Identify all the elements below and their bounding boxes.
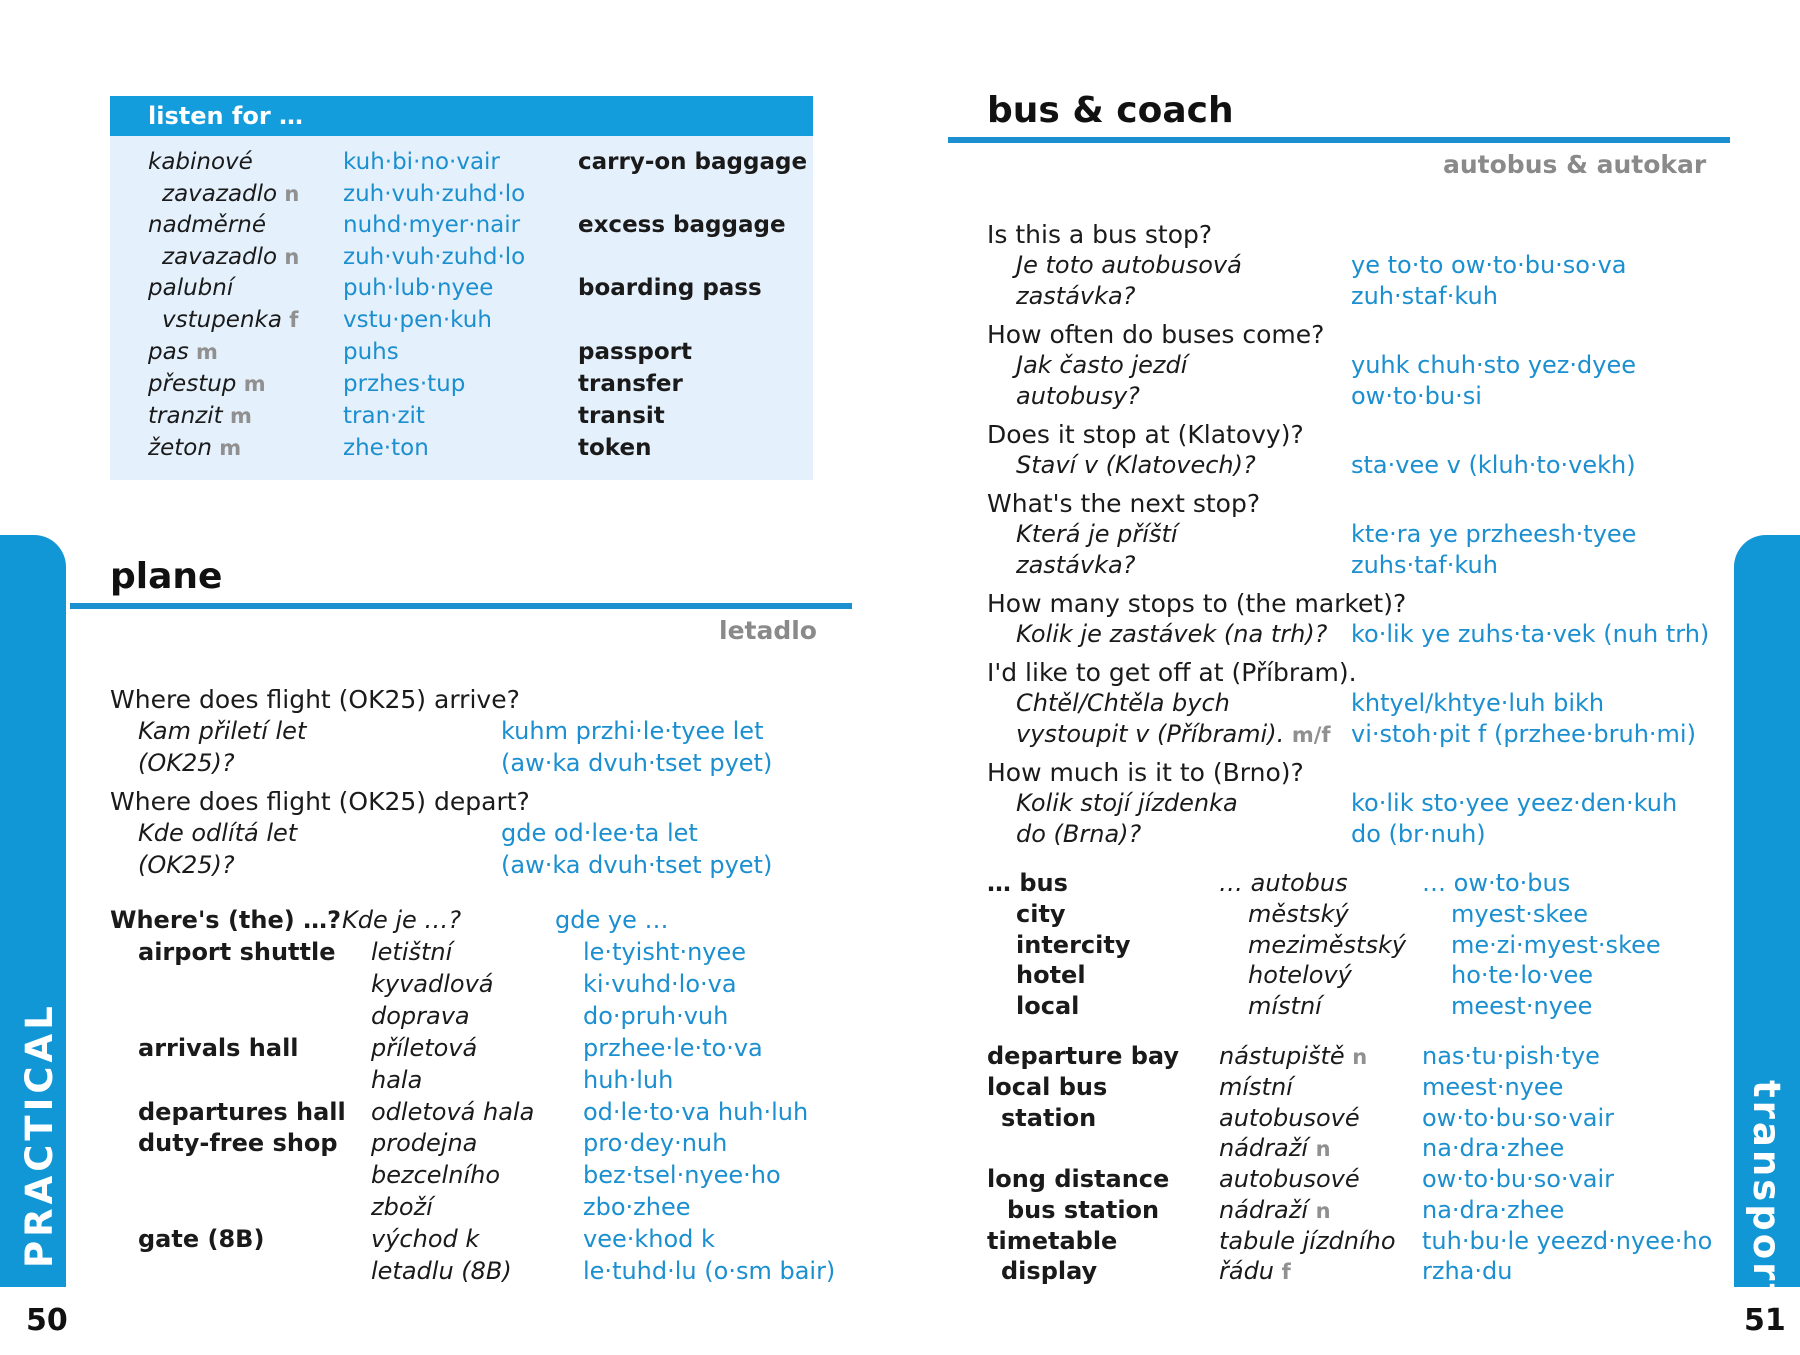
plane-vocab-pronunciation: od·le·to·va huh·luh <box>583 1097 809 1126</box>
page-number-right: 51 <box>1744 1303 1786 1338</box>
czech-text: vystoupit v (Příbrami). <box>1016 720 1285 748</box>
czech-text: nástupiště <box>1219 1042 1345 1070</box>
lf-english: passport <box>578 339 692 365</box>
lf-pronunciation: puhs <box>343 339 399 365</box>
gender-marker: n <box>284 182 300 206</box>
bus-vocab-english: long distance <box>987 1165 1170 1193</box>
plane-vocab-english: arrivals hall <box>138 1033 299 1062</box>
bus-vocab-english: timetable <box>987 1227 1118 1255</box>
bus-vocab-czech <box>1219 1195 1331 1227</box>
bus-vocab-pronunciation: na·dra·zhee <box>1422 1196 1565 1224</box>
plane-vocab-english: departures hall <box>138 1097 346 1126</box>
bus-czech: Kolik je zastávek (na trh)? <box>1016 620 1328 648</box>
bus-type-pronunciation: myest·skee <box>1451 899 1588 928</box>
plane-vocab-czech: odletová hala <box>371 1097 535 1126</box>
lf-english: transit <box>578 403 665 429</box>
bus-vocab-english: station <box>1001 1104 1097 1132</box>
plane-czech: (OK25)? <box>138 749 235 777</box>
lf-pronunciation: nuhd·myer·nair <box>343 212 521 238</box>
bus-vocab-czech <box>1219 1133 1331 1165</box>
where-pronunciation: gde ye … <box>555 906 669 934</box>
plane-vocab-czech: letadlu (8B) <box>371 1257 512 1285</box>
bus-czech: Je toto autobusová <box>1016 251 1242 279</box>
bus-vocab-pronunciation: ow·to·bu·so·vair <box>1422 1104 1614 1132</box>
czech-text: vstupenka <box>162 307 282 333</box>
plane-czech: Kam přiletí let <box>138 717 307 745</box>
plane-vocab-czech: kyvadlová <box>371 969 494 998</box>
gender-marker: m <box>196 340 218 364</box>
transport-tab-label: transport <box>1745 1080 1788 1305</box>
lf-english: excess baggage <box>578 212 786 238</box>
bus-pronunciation: ko·lik sto·yee yeez·den·kuh <box>1351 789 1678 817</box>
lf-english: carry-on baggage <box>578 149 808 175</box>
bus-type-english: intercity <box>1016 930 1131 959</box>
bus-czech: Kolik stojí jízdenka <box>1016 789 1238 817</box>
bus-vocab-czech <box>1219 1041 1367 1073</box>
bus-rule <box>948 137 1730 143</box>
bus-vocab-czech: autobusové <box>1219 1165 1360 1193</box>
lf-czech: palubní <box>148 275 234 301</box>
bus-type-pronunciation: me·zi·myest·skee <box>1451 930 1661 959</box>
bus-vocab-english: bus station <box>1007 1196 1160 1224</box>
czech-text: zavazadlo <box>162 181 278 207</box>
plane-vocab-czech: zboží <box>371 1193 433 1222</box>
bus-pronunciation: kte·ra ye przheesh·tyee <box>1351 520 1637 548</box>
bus-pronunciation: vi·stoh·pit f (przhee·bruh·mi) <box>1351 720 1696 748</box>
plane-vocab-english: airport shuttle <box>138 938 336 966</box>
lf-pronunciation: puh·lub·nyee <box>343 275 494 301</box>
bus-question: I'd like to get off at (Příbram). <box>987 658 1357 687</box>
czech-text: nádraží <box>1219 1134 1308 1162</box>
plane-vocab-pronunciation: le·tuhd·lu (o·sm bair) <box>583 1257 836 1285</box>
gender-marker: n <box>284 245 300 269</box>
bus-type-english: city <box>1016 899 1066 928</box>
bus-type-english: … bus <box>987 869 1068 897</box>
gender-marker: m <box>219 436 242 460</box>
plane-vocab-czech: hala <box>371 1065 423 1094</box>
listen-for-title: listen for … <box>148 102 304 130</box>
bus-czech: Staví v (Klatovech)? <box>1016 451 1256 479</box>
bus-pronunciation: zuh·staf·kuh <box>1351 282 1498 310</box>
lf-pronunciation: przhes·tup <box>343 371 466 397</box>
lf-english: token <box>578 435 652 461</box>
bus-pronunciation: yuhk chuh·sto yez·dyee <box>1351 351 1636 379</box>
bus-czech: zastávka? <box>1016 551 1136 579</box>
lf-pronunciation: tran·zit <box>343 403 425 429</box>
czech-text: přestup <box>148 371 237 397</box>
plane-vocab-czech: bezcelního <box>371 1161 500 1190</box>
lf-czech: kabinové <box>148 149 253 175</box>
bus-vocab-czech: místní <box>1219 1073 1293 1101</box>
plane-vocab-czech: letištní <box>371 938 453 966</box>
bus-vocab-pronunciation: rzha·du <box>1422 1257 1513 1285</box>
plane-vocab-pronunciation: vee·khod k <box>583 1225 715 1254</box>
lf-pronunciation: vstu·pen·kuh <box>343 307 492 333</box>
plane-rule <box>70 603 852 609</box>
gender-marker: n <box>1315 1137 1331 1161</box>
bus-question: How often do buses come? <box>987 320 1325 349</box>
bus-czech: zastávka? <box>1016 282 1136 310</box>
plane-pronunciation: (aw·ka dvuh·tset pyet) <box>501 749 773 777</box>
lf-czech <box>148 336 218 368</box>
plane-vocab-czech: doprava <box>371 1001 470 1030</box>
plane-vocab-pronunciation: ki·vuhd·lo·va <box>583 969 737 998</box>
bus-question: Does it stop at (Klatovy)? <box>987 420 1304 449</box>
lf-english: transfer <box>578 371 683 397</box>
plane-czech: (OK25)? <box>138 851 235 879</box>
plane-vocab-english: gate (8B) <box>138 1225 265 1254</box>
bus-pronunciation: do (br·nuh) <box>1351 820 1486 848</box>
lf-pronunciation: zhe·ton <box>343 435 429 461</box>
plane-question: Where does flight (OK25) arrive? <box>110 685 520 714</box>
where-english: Where's (the) …? <box>110 906 341 934</box>
bus-question: How many stops to (the market)? <box>987 589 1407 618</box>
bus-type-pronunciation: ho·te·lo·vee <box>1451 961 1594 990</box>
czech-text: žeton <box>148 435 212 461</box>
gender-marker: m <box>229 404 252 428</box>
plane-pronunciation: gde od·lee·ta let <box>501 819 698 847</box>
lf-czech <box>148 400 252 432</box>
bus-vocab-pronunciation: tuh·bu·le yeezd·nyee·ho <box>1422 1227 1713 1255</box>
gender-marker: n <box>1315 1199 1331 1223</box>
lf-pronunciation: zuh·vuh·zuhd·lo <box>343 181 526 207</box>
gender-marker: n <box>1352 1045 1368 1069</box>
bus-subtitle: autobus & autokar <box>1443 150 1707 179</box>
plane-vocab-czech: východ k <box>371 1225 480 1254</box>
bus-czech <box>1016 719 1331 751</box>
czech-text: pas <box>148 339 189 365</box>
bus-vocab-czech: tabule jízdního <box>1219 1227 1396 1255</box>
plane-subtitle: letadlo <box>719 616 817 645</box>
lf-czech: nadměrné <box>148 212 267 238</box>
bus-title: bus & coach <box>987 90 1234 131</box>
lf-czech <box>162 178 299 210</box>
gender-marker: m/f <box>1291 723 1331 747</box>
bus-type-czech: … autobus <box>1219 869 1348 897</box>
lf-czech <box>148 432 241 464</box>
bus-question: What's the next stop? <box>987 489 1261 518</box>
bus-czech: Chtěl/Chtěla bych <box>1016 689 1230 717</box>
bus-vocab-english: departure bay <box>987 1042 1179 1070</box>
bus-type-czech: místní <box>1248 992 1322 1021</box>
bus-pronunciation: zuhs·taf·kuh <box>1351 551 1498 579</box>
plane-vocab-pronunciation: przhee·le·to·va <box>583 1033 763 1062</box>
bus-vocab-pronunciation: ow·to·bu·so·vair <box>1422 1165 1614 1193</box>
bus-vocab-pronunciation: na·dra·zhee <box>1422 1134 1565 1162</box>
plane-pronunciation: kuhm przhi·le·tyee let <box>501 717 764 745</box>
gender-marker: m <box>243 372 266 396</box>
bus-vocab-english: local bus <box>987 1073 1108 1101</box>
czech-text: řádu <box>1219 1257 1275 1285</box>
bus-czech: autobusy? <box>1016 382 1140 410</box>
plane-vocab-pronunciation: zbo·zhee <box>583 1193 691 1222</box>
where-czech: Kde je …? <box>342 906 462 934</box>
bus-vocab-czech <box>1219 1256 1291 1288</box>
lf-pronunciation: kuh·bi·no·vair <box>343 149 500 175</box>
plane-vocab-pronunciation: le·tyisht·nyee <box>583 938 747 966</box>
bus-pronunciation: khtyel/khtye·luh bikh <box>1351 689 1605 717</box>
bus-question: Is this a bus stop? <box>987 220 1213 249</box>
plane-title: plane <box>110 556 223 597</box>
bus-pronunciation: ko·lik ye zuhs·ta·vek (nuh trh) <box>1351 620 1710 648</box>
lf-czech <box>162 304 298 336</box>
plane-vocab-czech: příletová <box>371 1033 478 1062</box>
lf-czech <box>148 368 266 400</box>
bus-czech: do (Brna)? <box>1016 820 1142 848</box>
plane-question: Where does flight (OK25) depart? <box>110 787 530 816</box>
bus-czech: Která je příští <box>1016 520 1178 548</box>
bus-vocab-english: display <box>1001 1257 1098 1285</box>
bus-pronunciation: ye to·to ow·to·bu·so·va <box>1351 251 1627 279</box>
gender-marker: f <box>1281 1260 1291 1284</box>
bus-vocab-pronunciation: meest·nyee <box>1422 1073 1564 1101</box>
plane-vocab-pronunciation: pro·dey·nuh <box>583 1129 728 1158</box>
practical-tab-label: PRACTICAL <box>18 1002 61 1268</box>
czech-text: zavazadlo <box>162 244 278 270</box>
plane-vocab-pronunciation: huh·luh <box>583 1065 674 1094</box>
lf-czech <box>162 241 299 273</box>
bus-type-czech: městský <box>1248 899 1349 928</box>
bus-type-english: local <box>1016 992 1080 1021</box>
bus-question: How much is it to (Brno)? <box>987 758 1304 787</box>
plane-vocab-english: duty-free shop <box>138 1129 338 1158</box>
lf-pronunciation: zuh·vuh·zuhd·lo <box>343 244 526 270</box>
plane-czech: Kde odlítá let <box>138 819 298 847</box>
bus-type-czech: hotelový <box>1248 961 1352 990</box>
lf-english: boarding pass <box>578 275 762 301</box>
czech-text: tranzit <box>148 403 223 429</box>
gender-marker: f <box>289 308 299 332</box>
bus-type-english: hotel <box>1016 961 1086 990</box>
bus-type-czech: meziměstský <box>1248 930 1407 959</box>
bus-pronunciation: sta·vee v (kluh·to·vekh) <box>1351 451 1636 479</box>
bus-type-pronunciation: meest·nyee <box>1451 992 1593 1021</box>
bus-pronunciation: ow·to·bu·si <box>1351 382 1482 410</box>
page-number-left: 50 <box>26 1303 68 1338</box>
czech-text: nádraží <box>1219 1196 1308 1224</box>
bus-czech: Jak často jezdí <box>1016 351 1188 379</box>
bus-vocab-pronunciation: nas·tu·pish·tye <box>1422 1042 1600 1070</box>
bus-type-pronunciation: … ow·to·bus <box>1422 869 1571 897</box>
bus-vocab-czech: autobusové <box>1219 1104 1360 1132</box>
plane-vocab-pronunciation: do·pruh·vuh <box>583 1001 729 1030</box>
plane-pronunciation: (aw·ka dvuh·tset pyet) <box>501 851 773 879</box>
plane-vocab-czech: prodejna <box>371 1129 478 1158</box>
plane-vocab-pronunciation: bez·tsel·nyee·ho <box>583 1161 781 1190</box>
